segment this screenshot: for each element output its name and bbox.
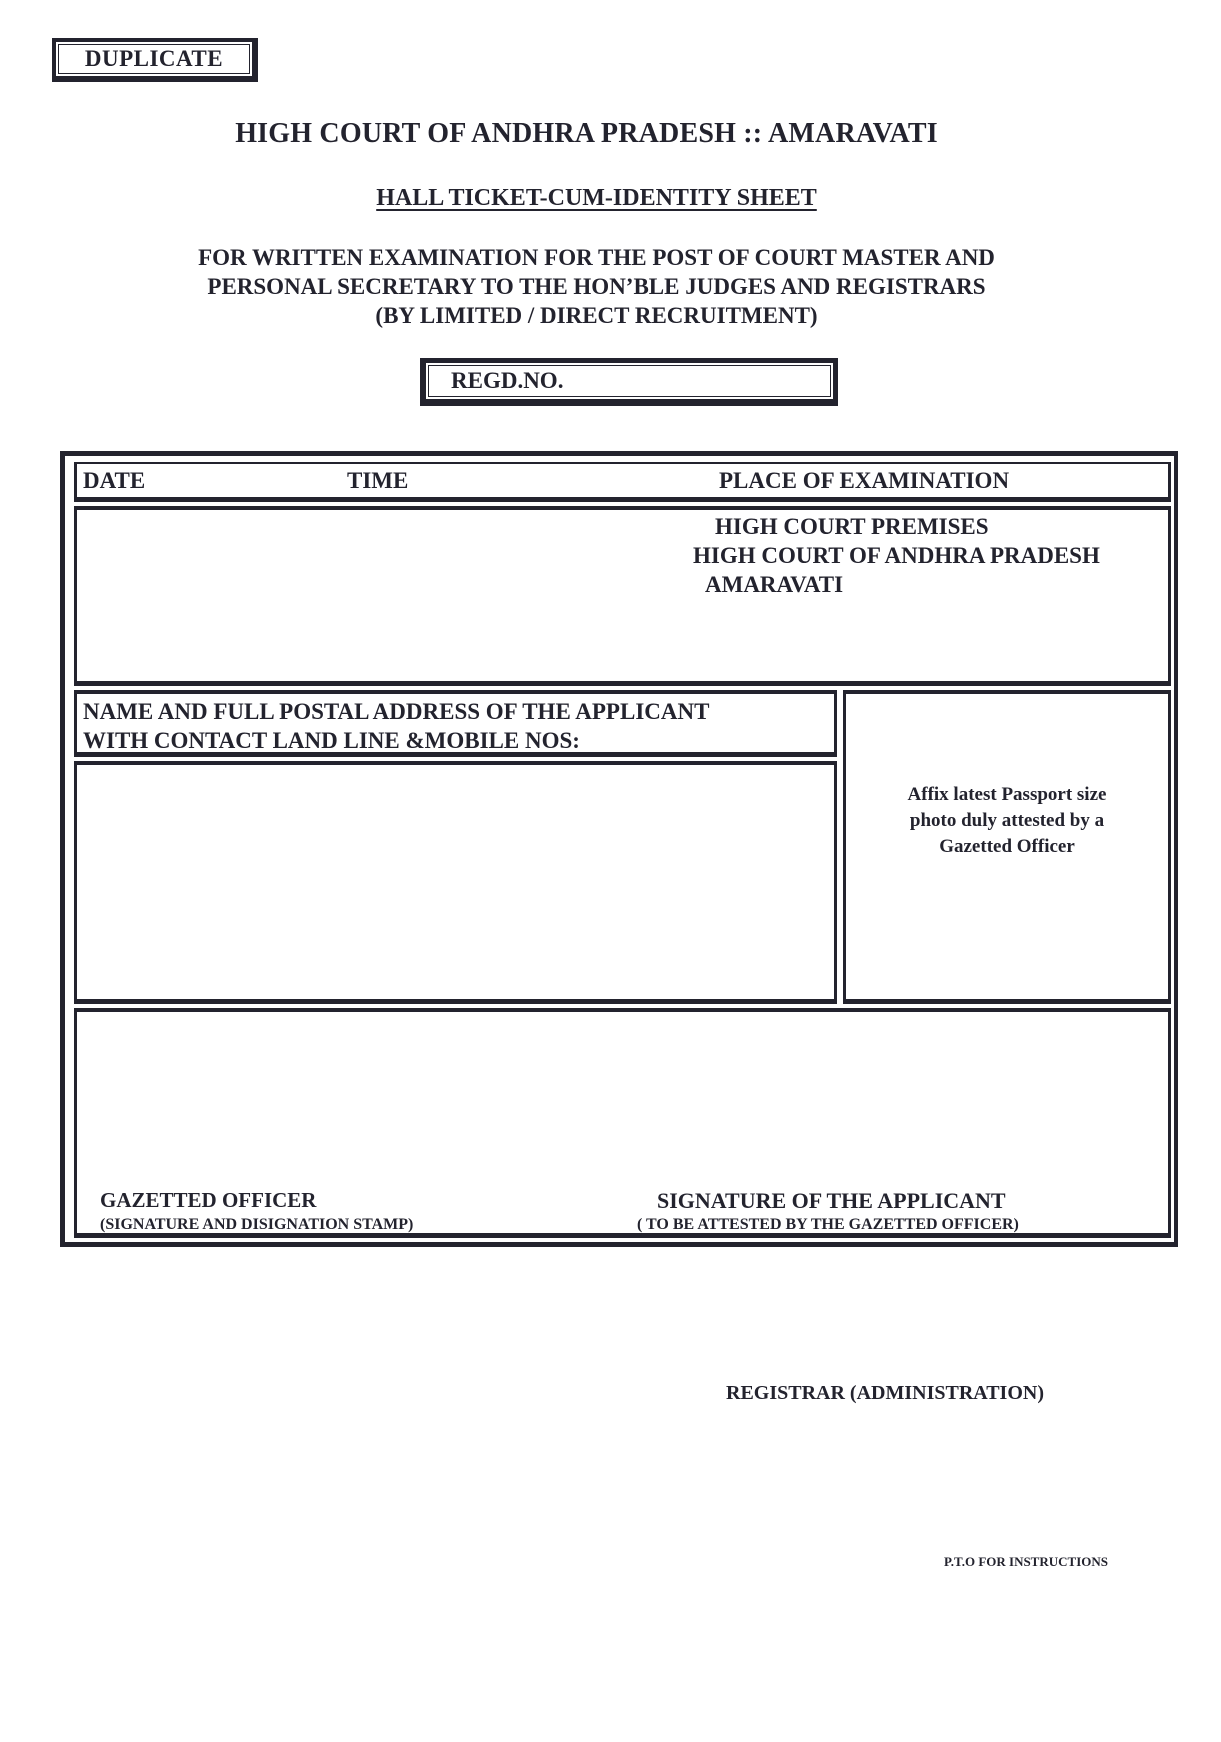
applicant-address-header xyxy=(74,690,837,757)
date-column-header: DATE xyxy=(83,468,146,493)
time-column-header: TIME xyxy=(347,468,409,493)
photo-instruction-line-2: photo duly attested by a xyxy=(909,810,1105,831)
registrar-signature-label: REGISTRAR (ADMINISTRATION) xyxy=(726,1382,1044,1404)
place-line-3: AMARAVATI xyxy=(705,572,844,597)
court-title: HIGH COURT OF ANDHRA PRADESH :: AMARAVATI xyxy=(235,118,938,149)
signature-section[interactable] xyxy=(74,1008,1171,1238)
exam-details-values xyxy=(74,506,1171,686)
registration-number-label: REGD.NO. xyxy=(428,365,831,397)
duplicate-label: DUPLICATE xyxy=(58,44,250,74)
purpose-line-1: FOR WRITTEN EXAMINATION FOR THE POST OF COURT MASTER AND xyxy=(198,245,995,270)
identity-sheet-form xyxy=(60,451,1178,1247)
purpose-line-3: (BY LIMITED / DIRECT RECRUITMENT) xyxy=(375,303,818,328)
exam-details-header xyxy=(74,462,1171,502)
exam-purpose xyxy=(0,243,1221,330)
duplicate-stamp xyxy=(52,38,258,82)
place-line-1: HIGH COURT PREMISES xyxy=(715,514,989,539)
photo-instruction-line-1: Affix latest Passport size xyxy=(907,784,1107,805)
photo-instruction-line-3: Gazetted Officer xyxy=(939,836,1075,857)
document-subtitle xyxy=(0,185,1221,212)
photo-instructions xyxy=(846,782,1168,860)
purpose-line-2: PERSONAL SECRETARY TO THE HON’BLE JUDGES AND REGISTRARS xyxy=(207,274,986,299)
registration-number-field[interactable] xyxy=(420,358,838,406)
place-column-header: PLACE OF EXAMINATION xyxy=(719,468,1010,493)
pto-note: P.T.O FOR INSTRUCTIONS xyxy=(944,1554,1108,1569)
hall-ticket-heading: HALL TICKET-CUM-IDENTITY SHEET xyxy=(376,185,817,211)
address-label-line-1: NAME AND FULL POSTAL ADDRESS OF THE APPLICANT xyxy=(83,699,710,724)
address-label xyxy=(83,697,709,755)
address-label-line-2: WITH CONTACT LAND LINE &MOBILE NOS: xyxy=(83,728,580,753)
gazetted-officer-subtitle: (SIGNATURE AND DISIGNATION STAMP) xyxy=(100,1216,414,1233)
place-line-2: HIGH COURT OF ANDHRA PRADESH xyxy=(693,543,1100,568)
applicant-signature-subtitle: ( TO BE ATTESTED BY THE GAZETTED OFFICER) xyxy=(637,1216,1019,1233)
page-title xyxy=(0,118,1221,150)
applicant-address-area[interactable] xyxy=(74,761,837,1004)
photo-box[interactable] xyxy=(843,690,1171,1004)
applicant-signature-title: SIGNATURE OF THE APPLICANT xyxy=(657,1188,1006,1213)
gazetted-officer-title: GAZETTED OFFICER xyxy=(100,1188,317,1212)
